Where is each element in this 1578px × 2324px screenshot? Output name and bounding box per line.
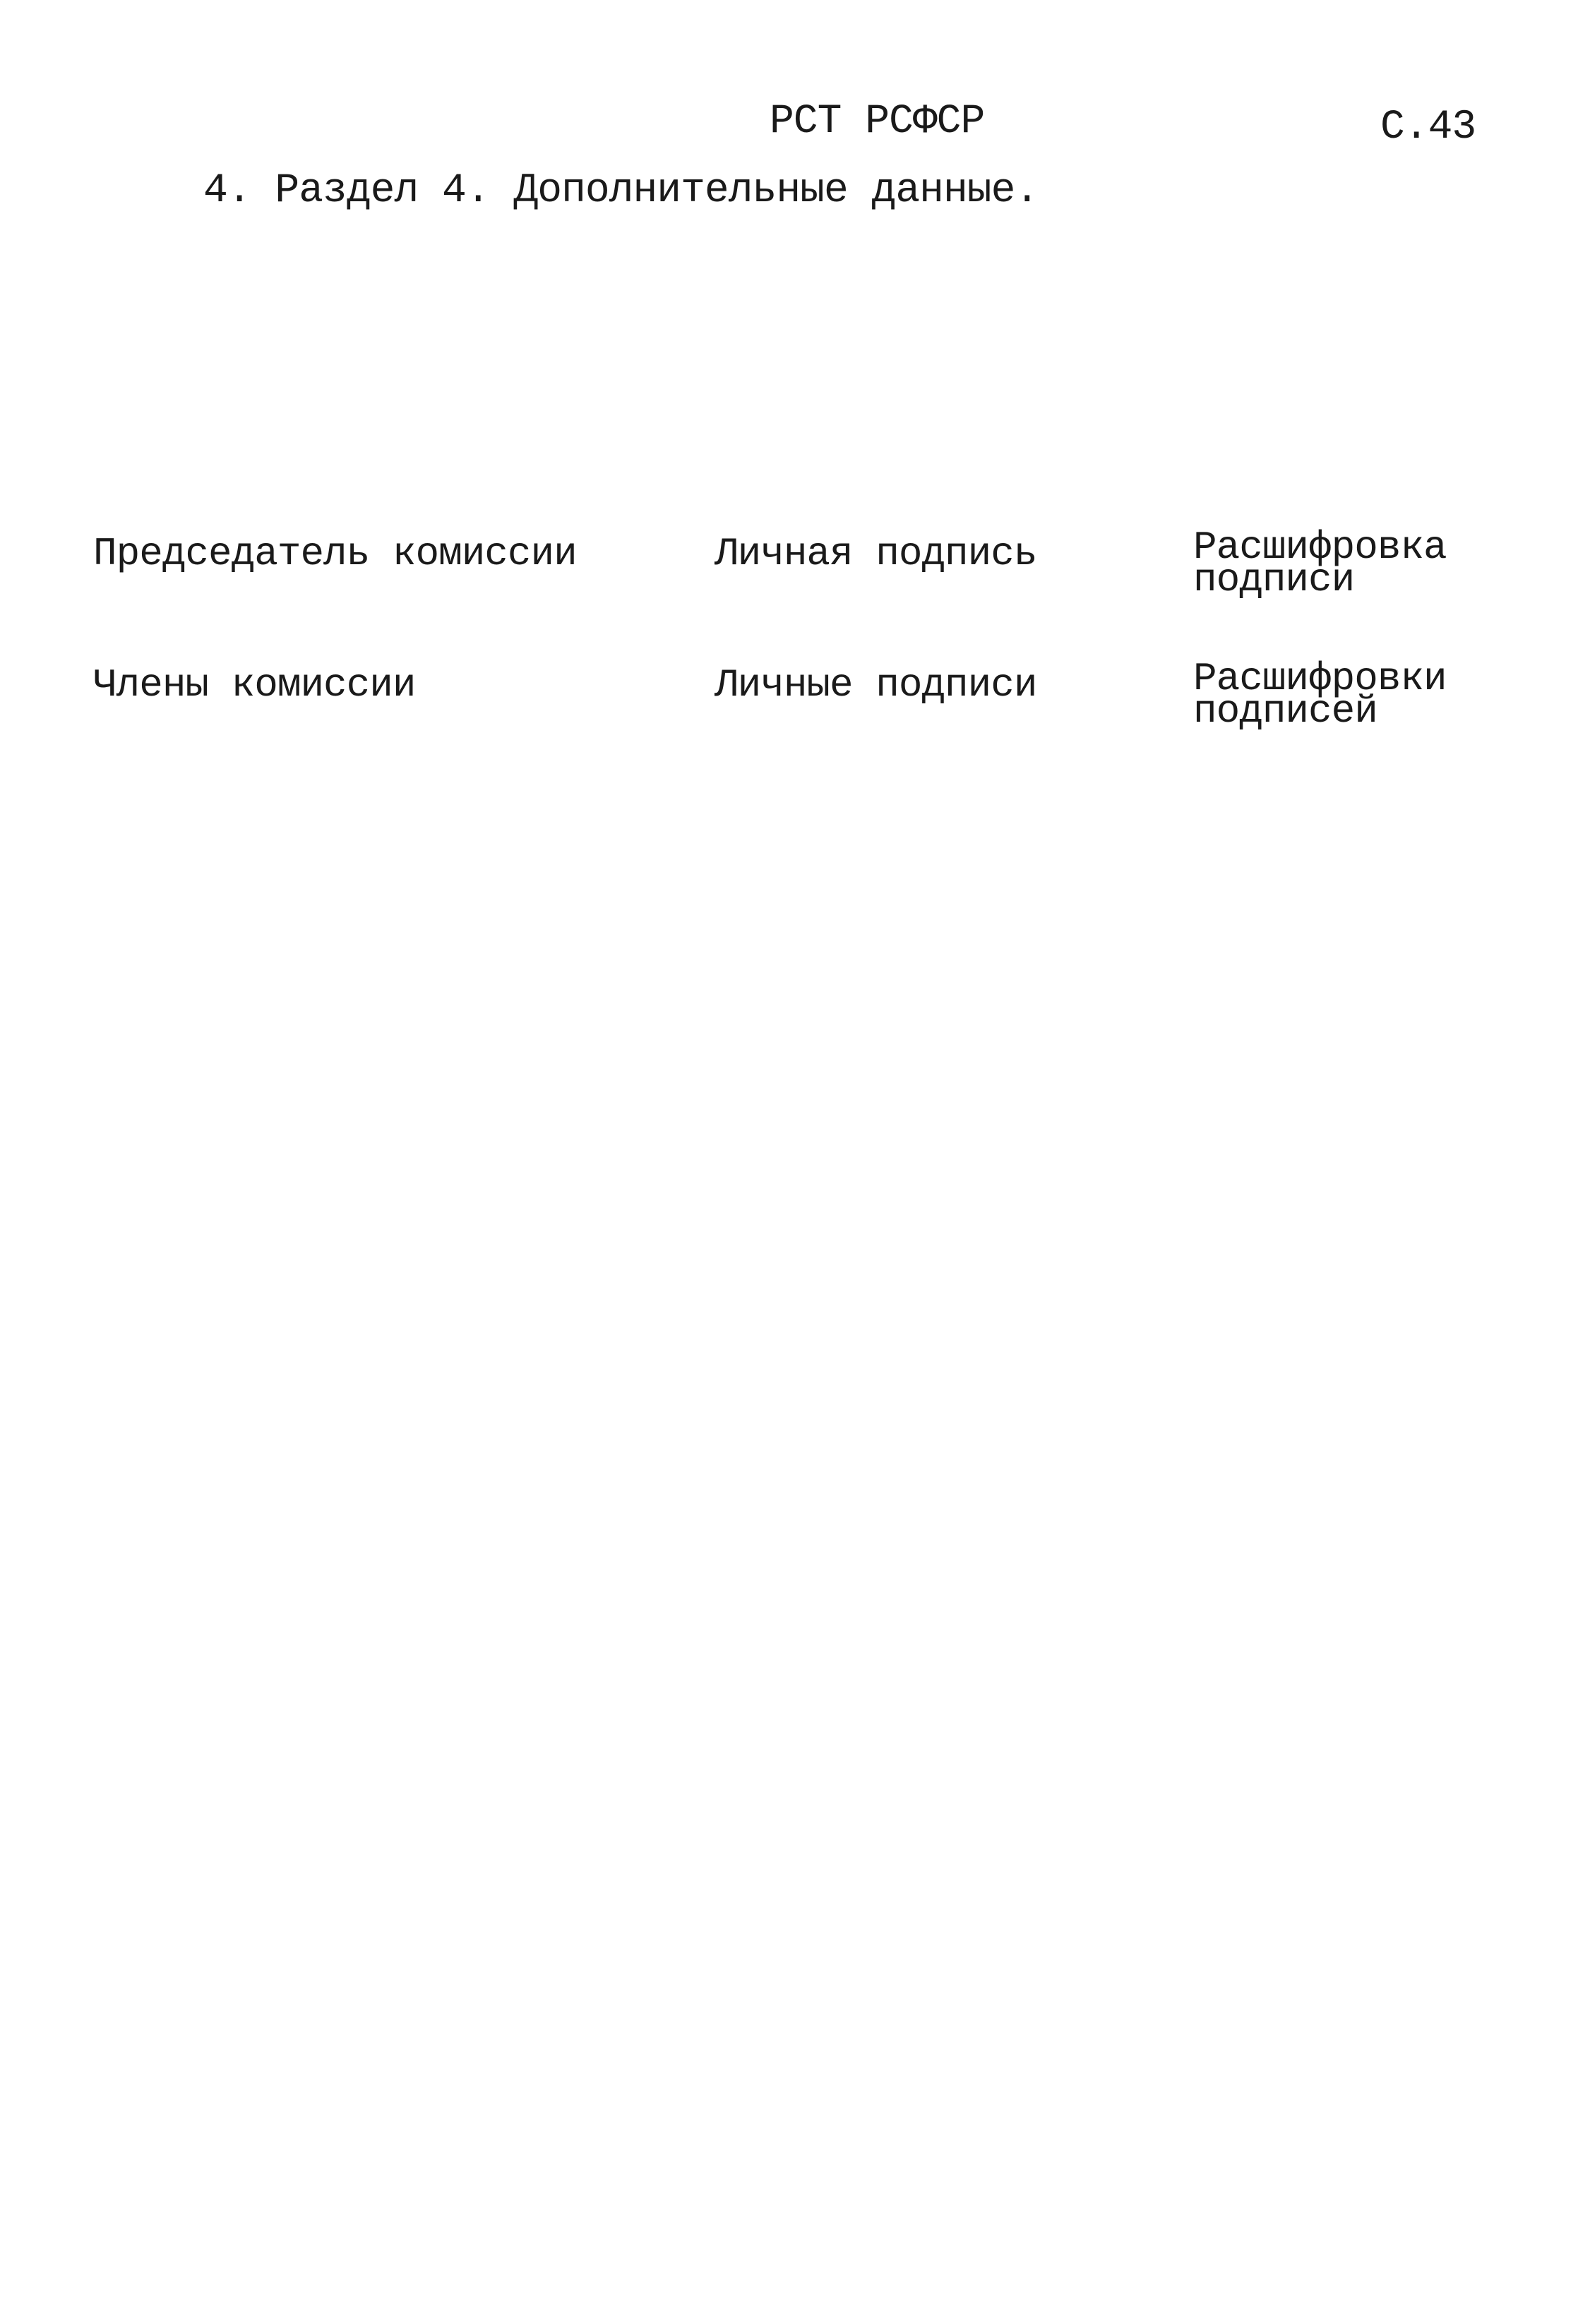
signature-label: Личные подписи xyxy=(715,662,1037,708)
section-heading: 4. Раздел 4. Дополнительные данные. xyxy=(203,168,1039,214)
signature-decode-line1: Расшифровка xyxy=(1193,525,1447,570)
signature-label: Личная подпись xyxy=(715,531,1037,576)
signature-decode-line2: подписей xyxy=(1193,689,1377,734)
signature-decode xyxy=(1193,525,1447,602)
signature-role: Члены комиссии xyxy=(93,662,416,708)
signature-decode-line1: Расшифровки xyxy=(1193,656,1447,701)
signature-decode-line2: подписи xyxy=(1193,557,1355,602)
page-number: С.43 xyxy=(1380,105,1476,150)
signature-decode xyxy=(1193,656,1447,734)
signature-role: Председатель комиссии xyxy=(93,531,577,576)
document-header-title: РСТ РСФСР xyxy=(770,99,985,145)
